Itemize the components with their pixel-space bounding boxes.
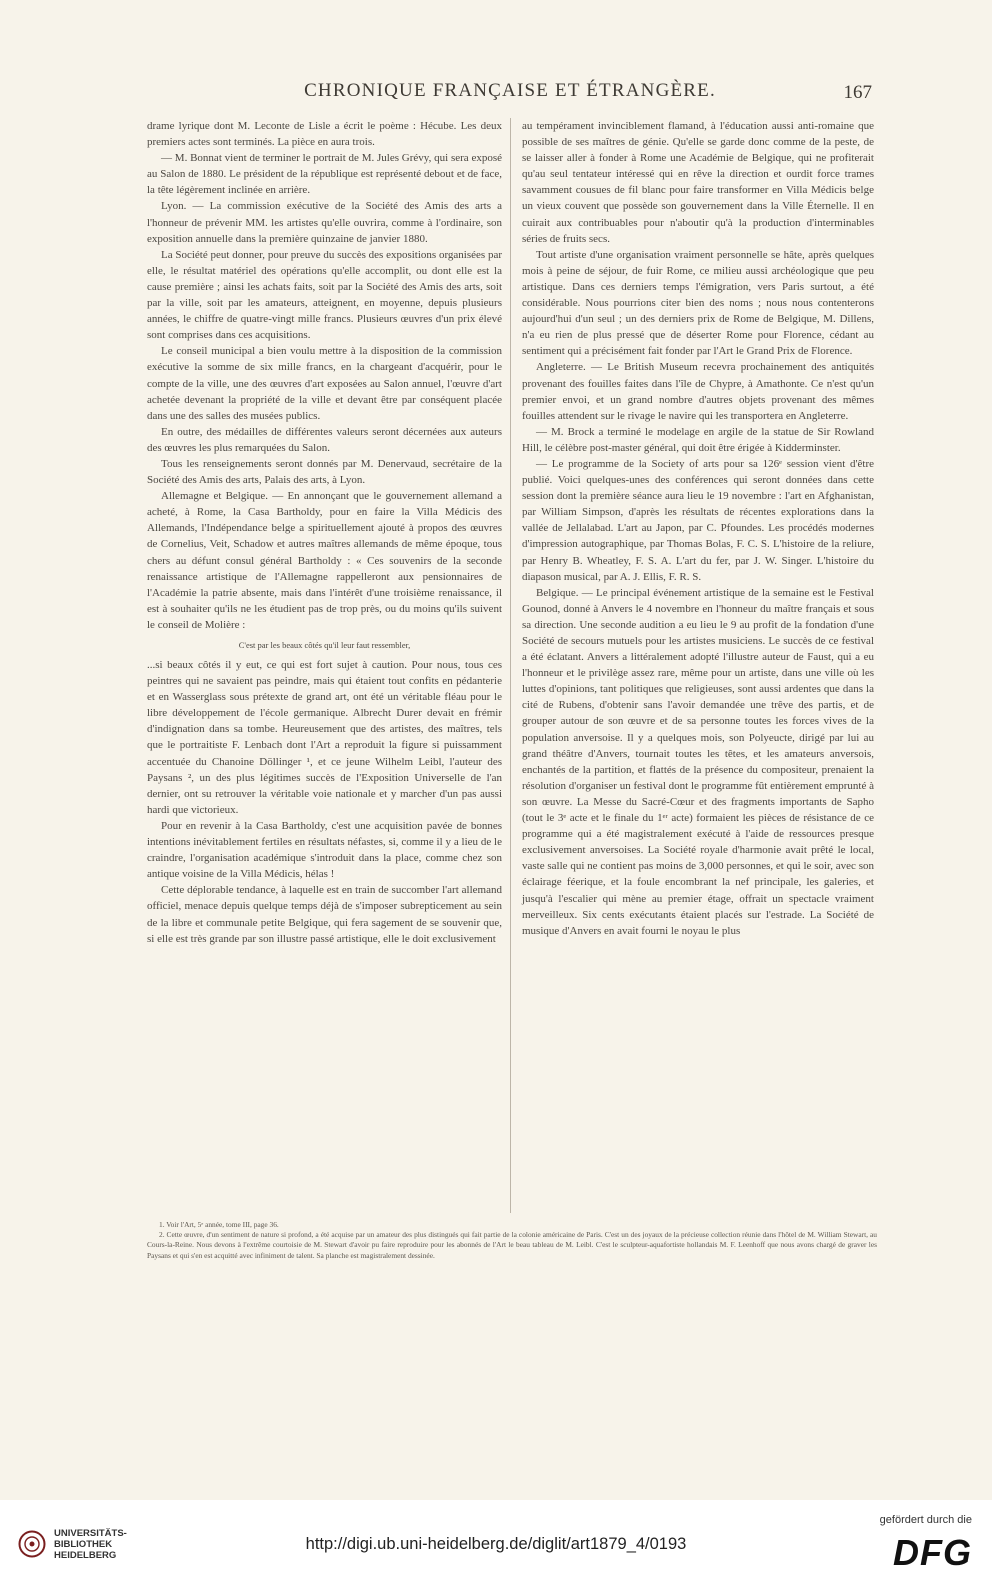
paragraph: — Le programme de la Society of arts pour sa 126ᵉ session vient d'être publié. Voici quelques-unes des conférences qui seront données dans cette session dont la première séance aura lieu le 19 novembre : l'art en Afghanistan, par William Simpson, d'après les résultats de récentes explorations dans la vallée de Jellalabad. L'art au Japon, par C. Pfoundes. Les procédés modernes d'impression autographique, par Thomas Bolas, F. C. S. L'histoire de la reliure, par Henry B. Wheatley, F. S. A. L'art du fer, par J. W. Singer. L'histoire du diapason musical, par A. J. Ellis, F. R. S. — [522, 457, 874, 583]
verse-quote: C'est par les beaux côtés qu'il leur faut ressembler, — [238, 640, 411, 650]
left-column — [147, 118, 502, 947]
paragraph: Le conseil municipal a bien voulu mettre à la disposition de la commission exécutive la somme de six mille francs, en la chargeant d'acquérir, pour le compte de la ville, une des œuvres d'art exposées au Salon annuel, l'œuvre d'art achetée devenant la propriété de la ville et devant être par conséquent placée dans une des salles des musées publics. — [147, 345, 502, 422]
right-column — [522, 118, 874, 939]
library-name-line: UNIVERSITÄTS- — [54, 1528, 127, 1539]
paragraph: Pour en revenir à la Casa Bartholdy, c'est une acquisition pavée de bonnes intentions inévitablement fertiles en résultats néfastes, si, comme il y a lieu de le craindre, l'organisation académique s'introduit dans la place, comme chez son antique voisine de la Villa Médicis, hélas ! — [147, 819, 502, 881]
permalink-url[interactable]: http://digi.ub.uni-heidelberg.de/diglit/art1879_4/0193 — [305, 1535, 687, 1553]
paragraph: Allemagne et Belgique. — En annonçant que le gouvernement allemand a acheté, à Rome, la Casa Bartholdy, pour en faire la Villa Médicis des Allemands, l'Indépendance belge a spirituellement ajouté à propos des œuvres de Cornelius, Veit, Schadow et autres maîtres allemands de même époque, tous chers au défunt consul général Bartholdy : « Ces souvenirs de la seconde renaissance artistique de l'Allemagne rappelleront aux pensionnaires de l'Académie la patrie absente, mais dans l'intérêt d'une troisième renaissance, il est à souhaiter qu'ils ne les étudient pas de trop près, ou du moins qu'ils suivent le conseil de Molière : — [147, 490, 502, 631]
paragraph: — M. Brock a terminé le modelage en argile de la statue de Sir Rowland Hill, le célèbre post-master général, qui doit être érigée à Kidderminster. — [522, 425, 874, 454]
paragraph: Lyon. — La commission exécutive de la Société des Amis des arts a l'honneur de prévenir MM. les artistes qu'elle ouvrira, comme à l'ordinaire, son exposition annuelle dans la première quinzaine de janvier 1880. — [147, 200, 502, 245]
library-name-line: BIBLIOTHEK — [54, 1539, 113, 1550]
footnote: 2. Cette œuvre, d'un sentiment de nature si profond, a été acquise par un amateur des plus distingués qui fait partie de la colonie américaine de Paris. C'est un des joyaux de la précieuse collection réunie dans l'hôtel de M. William Stewart, au Cours-la-Reine. Nous devons à l'extrême courtoisie de M. Stewart d'avoir pu faire reproduire pour les abonnés de l'Art le beau tableau de M. Leibl. C'est le sculpteur-aquafortiste hollandais M. F. Leenhoff que nous avons chargé de graver les Paysans et qui s'en est acquitté avec infiniment de talent. Sa planche est magistralement dessinée. — [147, 1230, 877, 1260]
paragraph: ...si beaux côtés il y eut, ce qui est fort sujet à caution. Pour nous, tous ces peintres qui ne savaient pas peindre, mais qui étaient tout confits en pédanterie et en Wasserglass sous prétexte de grand art, ont été un véritable fléau pour le libre développement de l'école germanique. Albrecht Durer devait en frémir d'indignation dans sa tombe. Heureusement que des artistes, des maîtres, tels que le portraitiste F. Lenbach dont l'Art a reproduit la figure si puissamment accentuée du Chanoine Döllinger ¹, et ce jeune Wilhelm Leibl, l'auteur des Paysans ², un des plus légitimes succès de l'Exposition Universelle de l'an dernier, ont su retrouver la véritable voie nationale et y marcher d'un pas aussi hardi que victorieux. — [147, 659, 502, 816]
paragraph: Tout artiste d'une organisation vraiment personnelle se hâte, après quelques mois à peine de séjour, de fuir Rome, ce milieu aussi archéologique que peu artistique. Dans ces derniers temps l'émigration, vers Paris surtout, a été considérable. Nous pourrions citer bien des noms ; nous nous contenterons aujourd'hui d'un seul ; un des derniers prix de Rome de Belgique, M. Dillens, n'a eu rien de plus pressé que de déserter Rome pour Florence, cédant au sentiment qui a précisément fait fonder par l'Art le Grand Prix de Florence. — [522, 248, 874, 358]
footnotes — [147, 1220, 877, 1261]
viewer-footer — [0, 1500, 992, 1585]
paragraph: drame lyrique dont M. Leconte de Lisle a écrit le poème : Hécube. Les deux premiers actes sont terminés. La pièce en aura trois. — [147, 120, 502, 149]
paragraph: Angleterre. — Le British Museum recevra prochainement des antiquités provenant des fouilles faites dans l'île de Chypre, à Amathonte. Ce n'est qu'un premier envoi, et un grand nombre d'autres objets provenant des mêmes fouilles attendent sur le rivage le navire qui les transportera en Angleterre. — [522, 361, 874, 422]
paragraph: au tempérament invinciblement flamand, à l'éducation aussi anti-romaine que possible de ses maîtres de génie. Qu'elle se garde donc comme de la peste, de se laisser aller à fonder à Rome une Académie de Belgique, qui ne profiterait qu'au seul tentateur intéressé qui en rêve la direction et ourdit force trames savamment cousues de fil blanc pour faire transformer en Villa Médicis belge un vieux couvent que possède son gouvernement dans la Ville Éternelle. Il en cuirait aux contribuables pour n'aboutir qu'à la production d'interminables séries de fruits secs. — [522, 120, 874, 245]
paragraph: Belgique. — Le principal événement artistique de la semaine est le Festival Gounod, donné à Anvers le 4 novembre en l'honneur du maître français et sous sa direction. Une seconde audition a eu lieu le 9 au profit de la fondation d'une Société de secours mutuels pour les artistes musiciens. Le succès de ce festival a été éclatant. Anvers a littéralement adopté l'illustre auteur de Faust, qui a eu l'honneur et le privilège assez rare, même pour un artiste, dans une ville où les luttes d'opinions, tant politiques que religieuses, sont aussi ardentes que dans la cité de Rubens, d'obtenir sans l'avoir demandée une trêve des partis, et de grouper autour de son œuvre et de sa personne toutes les forces vives de la population anversoise. Il y a quelques mois, son Polyeucte, dirigé par lui au grand théâtre d'Anvers, tournait toutes les têtes, et les amateurs anversois, enchantés de la partition, et flattés de la présence du compositeur, prenaient la résolution d'organiser un festival dont le programme fût entièrement emprunté à son œuvre. La Messe du Sacré-Cœur et des fragments importants de Sapho (tout le 3ᵉ acte et le finale du 1ᵉʳ acte) formaient les pièces de résistance de ce programme qui a été magistralement exécuté à l'aide de ressources presque exclusivement anversoises. La Société royale d'harmonie avait prêté le local, vaste salle qui ne contient pas moins de 3,000 personnes, et qui le soir, avec son éclairage féerique, et la foule encombrant la nef principale, les galeries, et jusqu'à l'escalier qui mène au premier étage, offrait un spectacle vraiment merveilleux. Six cents exécutants étaient placés sur l'estrade. La Société de musique d'Anvers en avait fourni le noyau le plus — [522, 586, 874, 937]
dfg-logo: DFG — [893, 1532, 972, 1573]
running-title: CHRONIQUE FRANÇAISE ET ÉTRANGÈRE. — [304, 80, 716, 101]
library-name-line: HEIDELBERG — [54, 1550, 117, 1561]
paragraph: En outre, des médailles de différentes valeurs seront décernées aux auteurs des œuvres les plus remarquées du Salon. — [147, 425, 502, 454]
funding-note: gefördert durch die — [879, 1514, 972, 1526]
page-header — [140, 80, 880, 112]
paragraph: Cette déplorable tendance, à laquelle est en train de succomber l'art allemand officiel, menace depuis quelque temps déjà de s'imposer subrepticement au sein de la libre et communale petite Belgique, qui fera sagement de se souvenir que, si elle est très grande par son illustre passé artistique, elle le doit exclusivement — [147, 884, 502, 945]
page-number: 167 — [843, 82, 872, 103]
footnote: 1. Voir l'Art, 5ᵉ année, tome III, page 36. — [159, 1220, 279, 1229]
paragraph: Tous les renseignements seront donnés par M. Denervaud, secrétaire de la Société des Amis des arts, Palais des arts, à Lyon. — [147, 457, 502, 487]
paragraph: La Société peut donner, pour preuve du succès des expositions organisées par elle, le résultat matériel des opérations qu'elle accomplit, ou dont elle est la cause première ; ainsi les achats faits, soit par la Société des Amis des arts, soit par la ville, soit par les amateurs, atteignent, en moyenne, depuis plusieurs années, le chiffre de quatre-vingt mille francs. Plusieurs œuvres d'un prix élevé sont comprises dans ces acquisitions. — [147, 248, 502, 342]
column-divider — [510, 118, 511, 1213]
paragraph: — M. Bonnat vient de terminer le portrait de M. Jules Grévy, qui sera exposé au Salon de 1880. Le président de la république est représenté debout et de face, la tête légèrement inclinée en arrière. — [147, 152, 502, 197]
